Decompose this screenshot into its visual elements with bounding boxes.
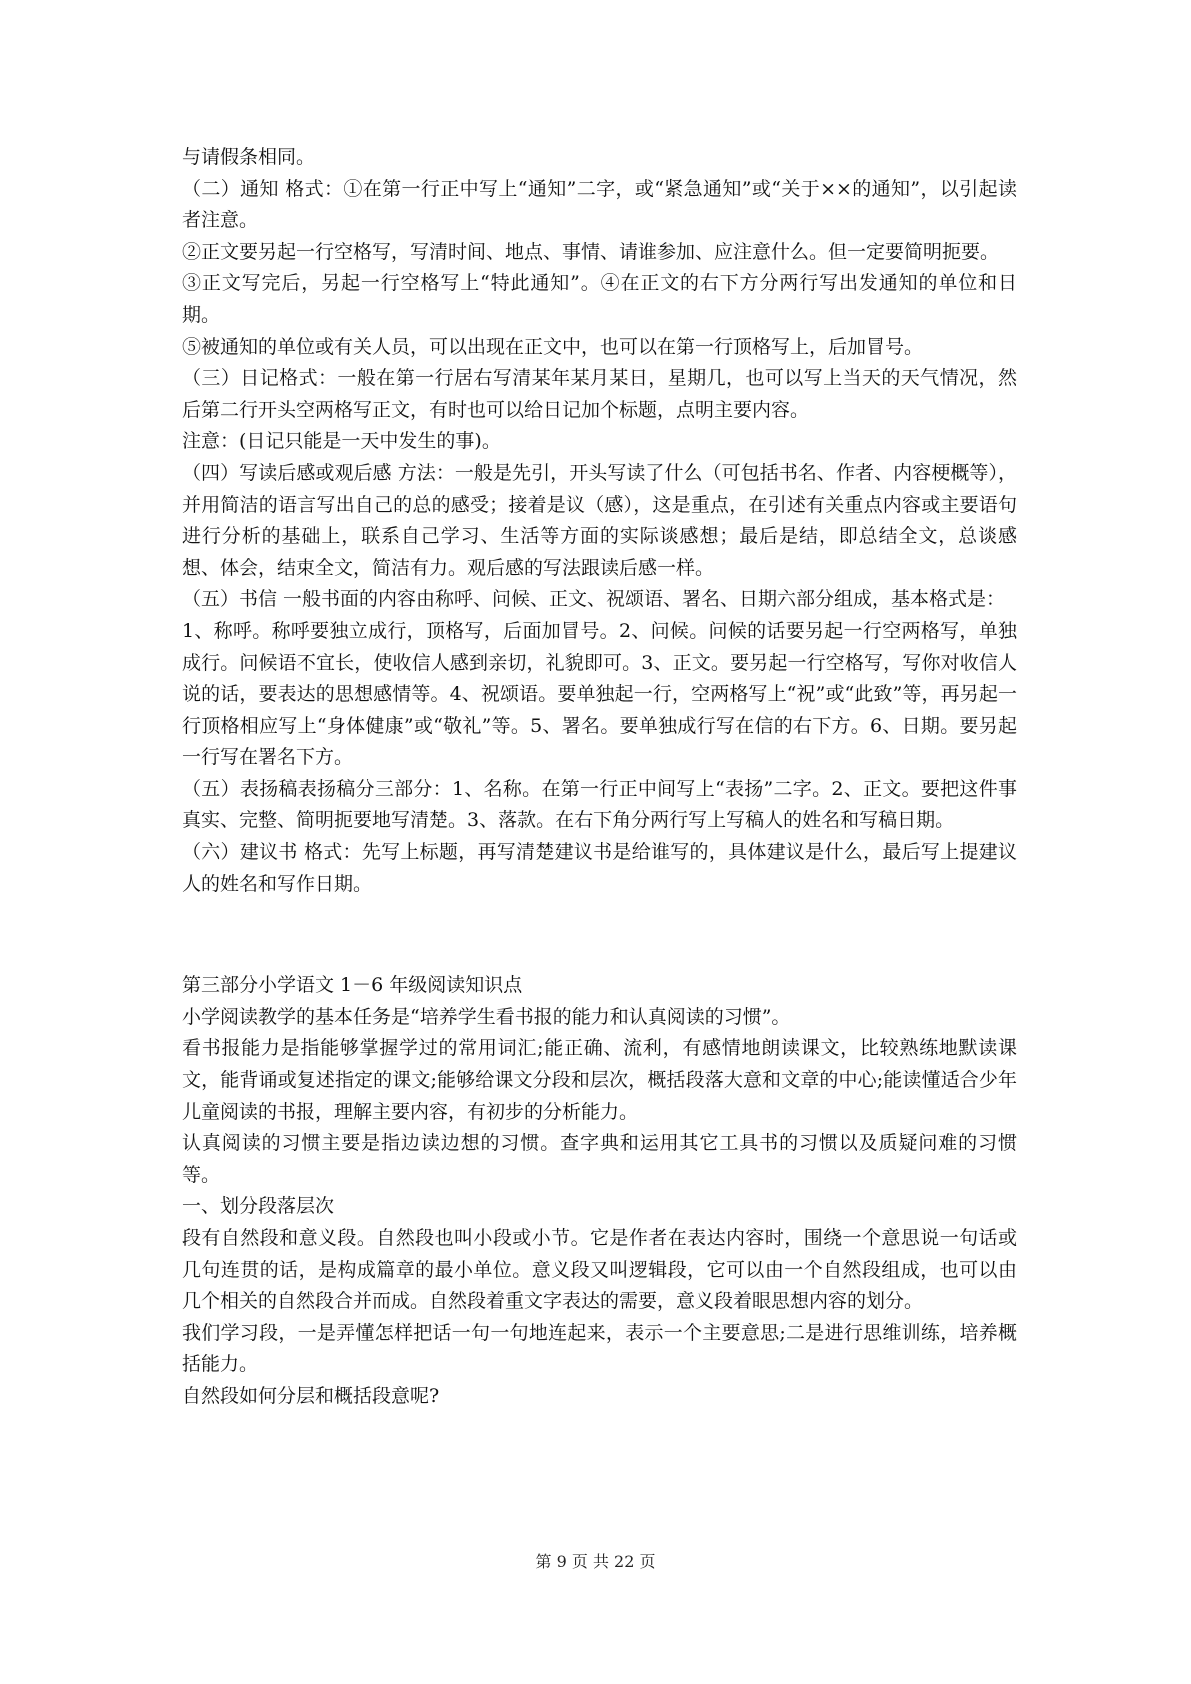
paragraph: ②正文要另起一行空格写，写清时间、地点、事情、请谁参加、应注意什么。但一定要简明扼要。 xyxy=(182,240,1000,263)
paragraph: 与请假条相同。 xyxy=(182,146,316,168)
paragraph: （五）书信 一般书面的内容由称呼、问候、正文、祝颂语、署名、日期六部分组成，基本格式是： xyxy=(182,588,1006,611)
paragraph: （三）日记格式：一般在第一行居右写清某年某月某日，星期几，也可以写上当天的天气情况，然后第二行开头空两格写正文，有时也可以给日记加个标题，点明主要内容。 xyxy=(182,367,1017,421)
section-heading: 第三部分小学语文 1－6 年级阅读知识点 xyxy=(182,974,523,997)
paragraph: ⑤被通知的单位或有关人员，可以出现在正文中，也可以在第一行顶格写上，后加冒号。 xyxy=(182,335,924,358)
paragraph: 小学阅读教学的基本任务是“培养学生看书报的能力和认真阅读的习惯”。 xyxy=(182,1005,791,1028)
paragraph: 我们学习段，一是弄懂怎样把话一句一句地连起来，表示一个主要意思;二是进行思维训练，培养概括能力。 xyxy=(182,1321,1017,1376)
paragraph: （六）建议书 格式：先写上标题，再写清楚建议书是给谁写的，具体建议是什么，最后写上提建议人的姓名和写作日期。 xyxy=(182,841,1017,895)
page-footer xyxy=(0,1552,1191,1572)
subheading: 一、划分段落层次 xyxy=(182,1195,335,1218)
paragraph: ③正文写完后，另起一行空格写上“特此通知”。④在正文的右下方分两行写出发通知的单位和日期。 xyxy=(182,272,1017,326)
page-number-label: 第 9 页 共 22 页 xyxy=(535,1552,656,1571)
paragraph: （二）通知 格式：①在第一行正中写上“通知”二字，或“紧急通知”或“关于××的通知”，以引起读者注意。 xyxy=(182,177,1017,232)
paragraph: （四）写读后感或观后感 方法：一般是先引，开头写读了什么（可包括书名、作者、内容梗概等），并用简洁的语言写出自己的总的感受；接着是议（感），这是重点，在引述有关重点内容或主要语句进行分析的基础上，联系自己学习、生活等方面的实际谈感想；最后是结，即总结全文，总谈感想、体会，结束全文，简洁有力。观后感的写法跟读后感一样。 xyxy=(182,461,1017,579)
document-body xyxy=(182,142,1017,1413)
paragraph: 认真阅读的习惯主要是指边读边想的习惯。查字典和运用其它工具书的习惯以及质疑问难的习惯等。 xyxy=(182,1132,1017,1186)
section-reading-knowledge xyxy=(182,970,1017,1412)
paragraph: （五）表扬稿表扬稿分三部分：1、名称。在第一行正中间写上“表扬”二字。2、正文。要把这件事真实、完整、简明扼要地写清楚。3、落款。在右下角分两行写上写稿人的姓名和写稿日期。 xyxy=(182,777,1017,832)
paragraph: 看书报能力是指能够掌握学过的常用词汇;能正确、流利，有感情地朗读课文，比较熟练地默读课文，能背诵或复述指定的课文;能够给课文分段和层次，概括段落大意和文章的中心;能读懂适合少年儿童阅读的书报，理解主要内容，有初步的分析能力。 xyxy=(182,1037,1017,1123)
paragraph: 注意：(日记只能是一天中发生的事)。 xyxy=(182,430,501,453)
paragraph: 自然段如何分层和概括段意呢? xyxy=(182,1384,440,1407)
paragraph: 段有自然段和意义段。自然段也叫小段或小节。它是作者在表达内容时，围绕一个意思说一句话或几句连贯的话，是构成篇章的最小单位。意义段又叫逻辑段，它可以由一个自然段组成，也可以由几个相关的自然段合并而成。自然段着重文字表达的需要，意义段着眼思想内容的划分。 xyxy=(182,1227,1017,1313)
section-writing-formats xyxy=(182,142,1017,900)
paragraph: 1、称呼。称呼要独立成行，顶格写，后面加冒号。2、问候。问候的话要另起一行空两格写，单独成行。问候语不宜长，使收信人感到亲切，礼貌即可。3、正文。要另起一行空格写，写你对收信人说的话，要表达的思想感情等。4、祝颂语。要单独起一行，空两格写上“祝”或“此致”等，再另起一行顶格相应写上“身体健康”或“敬礼”等。5、署名。要单独成行写在信的右下方。6、日期。要另起一行写在署名下方。 xyxy=(182,619,1017,769)
